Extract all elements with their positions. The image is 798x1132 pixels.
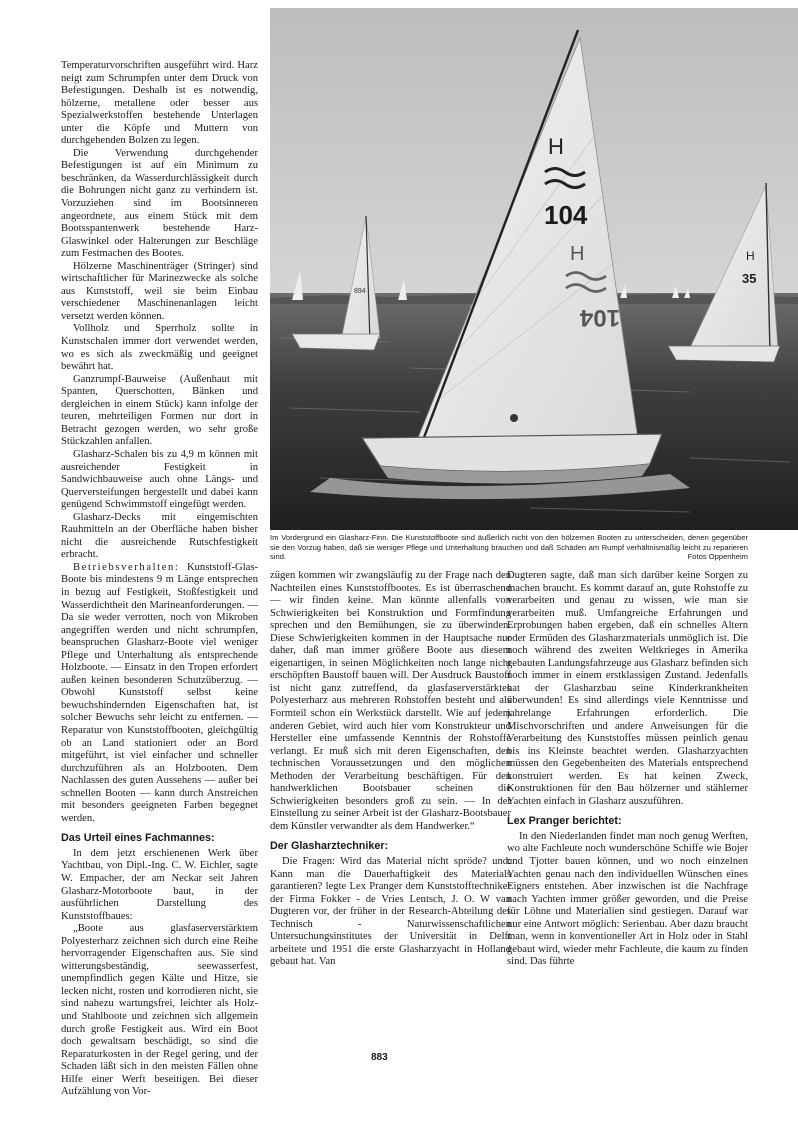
paragraph: Die Fragen: Wird das Material nicht spröde? und: Kann man die Dauerhaftigkeit des Materials garantieren? legte Lex Pranger dem Kunststofftechniker der Firma Fokker - de Vries Lentsch, J. O. W van Dugteren vor, der früher in der Research-Abteilung des Technisch - Naturwissenschaftlichen Untersuchungsinstitutes der Universität in Delft arbeitete und 1951 die erste Glasharzyacht in Holland gebaut hat. Van <box>270 856 511 968</box>
paragraph: In dem jetzt erschienenen Werk über Yachtbau, von Dipl.-Ing. C. W. Eichler, sagte W. Empacher, der am Neckar seit Jahren Glasharz-Motorboote baut, in der ausführlichen Darstellung des Kunststoffbaues: <box>61 847 258 922</box>
section-heading: Lex Pranger berichtet: <box>507 815 622 828</box>
paragraph: „Boote aus glasfaserverstärktem Polyesterharz zeichnen sich durch eine Reihe hervorragender Eigenschaften aus. Sie sind witterungsbeständig, seewasserfest, unempfindlich gegen Kälte und Hitze, sie lecken nicht, rosten und korrodieren nicht, sie sind nahezu wartungsfrei, leichter als Holz- und Stahlboote und zeichnen sich allgemein durch große Festigkeit aus. Wird ein Boot doch gewaltsam beschädigt, so sind die Reparaturkosten in der Regel gering, und der Schaden läßt sich in den meisten Fällen ohne Hilfe einer Werft beseitigen. Bei dieser Aufzählung von Vor- <box>61 923 258 1098</box>
main-sail-mirrored-letter: H <box>570 243 585 265</box>
paragraph <box>61 562 258 825</box>
right-text-column <box>507 570 748 969</box>
section-heading: Das Urteil eines Fachmannes: <box>61 832 215 845</box>
photo-caption <box>270 533 748 562</box>
paragraph-lead: Betriebsverhalten: <box>73 561 180 573</box>
paragraph: Temperaturvorschriften ausgeführt wird. Harz neigt zum Schrumpfen unter dem Druck von Befestigungen. Deshalb ist es notwendig, hölzerne, metallene oder besser aus Spezialwerkstoffen bestehende Unterlagen unter die Köpfe und Muttern von durchgehenden Bolzen zu legen. <box>61 60 258 147</box>
sailing-photo <box>270 8 798 530</box>
paragraph: Glasharz-Decks mit eingemischten Rauhmitteln an der Oberfläche haben bisher nicht die ausreichende Rutschfestigkeit erbracht. <box>61 511 258 561</box>
main-sail-mirrored-number: 104 <box>579 304 620 331</box>
paragraph: Hölzerne Maschinenträger (Stringer) sind wirtschaftlicher für Marinezwecke als solche aus Kunststoff, weil sie beim Einbau verschiedener Maschinenanlagen leicht versetzt werden können. <box>61 260 258 322</box>
caption-text: Im Vordergrund ein Glasharz-Finn. Die Kunststoffboote sind äußerlich nicht von den hölzernen Booten zu unterscheiden, denen gegenüber sie den Vorzug haben, daß sie weniger Pflege und Unterhaltung brauchen und daß Schäden am Rumpf verhältnismäßig leicht zu reparieren sind. <box>270 533 748 562</box>
main-sail-letter: H <box>548 134 564 159</box>
paragraph: Glasharz-Schalen bis zu 4,9 m können mit ausreichender Festigkeit in Sandwichbauweise auch ohne Längs- und Querversteifungen hergestellt und dabei kann genügend Schwimmstoff eingefügt werden. <box>61 448 258 511</box>
main-sail-number: 104 <box>544 200 588 230</box>
middle-text-column <box>270 570 511 969</box>
photo-credit: Fotos Oppenheim <box>687 552 748 562</box>
page-number: 883 <box>371 1052 388 1063</box>
left-sail-number: 894 <box>354 288 366 295</box>
right-sail-number: 35 <box>742 271 757 286</box>
paragraph: Vollholz und Sperrholz sollte in Kunstschalen immer dort verwendet werden, wo es sich als zweckmäßig und geeignet bewährt hat. <box>61 323 258 373</box>
paragraph: Die Verwendung durchgehender Befestigungen ist auf ein Minimum zu beschränken, da Wasserdurchlässigkeit durch die Bohrungen nicht ganz zu verhindern ist. Vorzuziehen sind im Bootsinneren angeordnete, aus einem Stück mit dem Bootsspantenwerk bestehende Harz-Glaswinkel oder Halterungen zur Beschläge zum Festmachen des Bootes. <box>61 147 258 260</box>
paragraph: Ganzrumpf-Bauweise (Außenhaut mit Spanten, Querschotten, Bänken und dergleichen in einem Stück) kann infolge der teuren, mehrteiligen Formen nur dort in Betracht gezogen werden, wo sehr große Stückzahlen anfallen. <box>61 373 258 448</box>
paragraph: zügen kommen wir zwangsläufig zu der Frage nach den Nachteilen eines Kunststoffbootes. Es ist überraschend — wir finden keine. Man könnte allenfalls von Schwierigkeiten bei Konstruktion und Formfindung sprechen und den Bemühungen, sie zu überwinden. Diese Schwierigkeiten kommen in der Hauptsache nur daher, daß man immer größere Boote aus diesem eigenartigen, in seinen Möglichkeiten noch lange nicht erschöpften Baustoff bauen will. Der Ausdruck Baustoff ist nicht ganz zutreffend, da glasfaserverstärktes Polyesterharz aus mehreren Rohstoffen besteht und als Formteil schon ein Werkstück darstellt. Wie auf jedem anderen Gebiet, wird auch hier vom Konstrukteur und Hersteller eine umfassende Kenntnis der Rohstoffe verlangt. Er muß sich mit deren Eigenschaften, den technischen Voraussetzungen und den möglichen Methoden der Verarbeitung beschäftigen. Für den handwerklichen Bootsbauer scheinen die Schwierigkeiten besonders groß zu sein. — In der Einstellung zu seiner Arbeit ist der Glasharz-Bootsbauer dem Künstler verwandter als dem Handwerker.“ <box>270 570 511 832</box>
sailboats-illustration <box>270 8 798 530</box>
section-heading: Der Glasharztechniker: <box>270 840 389 853</box>
paragraph-body: Kunststoff-Glas-Boote bis mindestens 9 m Länge entsprechen in bezug auf Festigkeit, Stoßfestigkeit und Wasserdichtheit den Marineanforderungen. — Da sie weder verrotten, noch von Mikroben angegriffen werden und nicht schrumpfen, beanspruchen Glasharz-Boote viel weniger Pflege und Unterhaltung als entsprechende Holzboote. — Einsatz in den Tropen erfordert außen keinen besonderen Schutzüberzug. — Obwohl Kunststoff selbst keine bewuchshindernden Eigenschaften hat, ist solcher Bewuchs sehr leicht zu entfernen. — Reparatur von Kunststoffbooten, gleichgültig ob an Land stationiert oder an Bord mitgeführt, ist viel einfacher und schneller durchzuführen als an Holzbooten. Dem Nachlassen des guten Aussehens — außer bei schnellen Booten — kann durch Anstreichen mit besonders geeigneten Farben begegnet werden. <box>61 561 258 824</box>
left-text-column <box>61 60 258 1099</box>
paragraph: In den Niederlanden findet man noch genug Werften, wo alte Fachleute noch wunderschöne Schiffe wie Bojer und Tjotter bauen können, und wo noch einzelnen Yachten genau nach den individuellen Wünschen eines Eigners entstehen. Aber inzwischen ist die Nachfrage nach Yachten immer größer geworden, und die Preise für Löhne und Materialien sind gestiegen. Darauf war nur eine Antwort möglich: Serienbau. Aber dazu braucht man, wenn in konventioneller Art in Holz oder in Stahl gebaut wird, wieder mehr Fachleute, die kaum zu finden sind. Das führte <box>507 830 748 968</box>
paragraph: Dugteren sagte, daß man sich darüber keine Sorgen zu machen braucht. Es kommt darauf an, gute Rohstoffe zu verarbeiten und genau zu wissen, wie man sie verarbeiten muß. Umfangreiche Erfahrungen und Erprobungen haben ergeben, daß ein schnelles Altern oder Ermüden des Glasharzmaterials unmöglich ist. Die noch während des zweiten Weltkrieges in Amerika gebauten Landungsfahrzeuge aus Glasharz befinden sich noch immer in einem erstklassigen Zustand. Jedenfalls hat der Glasharzbau seine Kinderkrankheiten überwunden! Es sind allerdings viele Kenntnisse und jahrelange Erfahrungen erforderlich. Die Mischvorschriften und andere Anweisungen für die Verarbeitung des Kunststoffes müssen peinlich genau bis ins Kleinste beachtet werden. Glasharzyachten müssen den Gegebenheiten des Materials entsprechend konstruiert werden. Es hat keinen Zweck, Konstruktionen für den Bau hölzerner und stählerner Yachten einfach in Glasharz auszuführen. <box>507 570 748 807</box>
right-sail-letter: H <box>746 249 755 263</box>
